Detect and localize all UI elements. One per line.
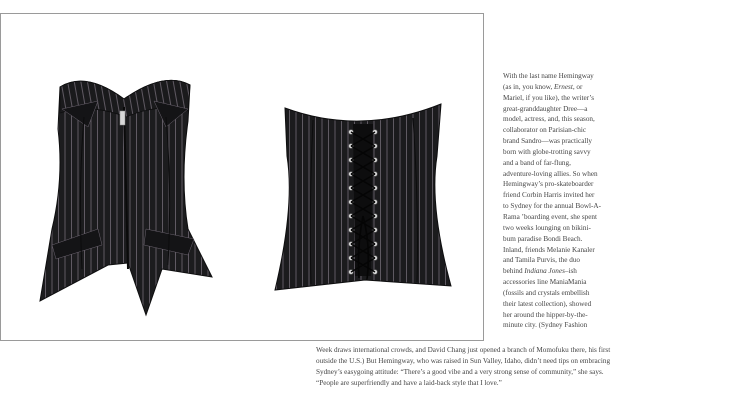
text-run: , or Mariel, if you like), the writer’s great-granddaughter Dree—a model, actress, and, this season, collaborator on Parisian-chic brand Sandro—was practically born with globe-trotting savvy and a band of far-flung, adventure-loving allies. So when Hemingway’s pro-skateboarder friend Corbin Harris invited her to Sydney for the annual Bowl-A-Rama ’boarding event, she spent two weeks lounging on bikini-bum paradise Bondi Beach. Inland, friends Melanie Kanaler and Tamila Purvis, the duo behind xyxy=(503,82,602,276)
corset-back-image xyxy=(269,96,457,294)
italic-run: Indiana Jones xyxy=(524,267,565,276)
article-paragraph-start xyxy=(503,71,601,331)
article-paragraph-continued: Week draws international crowds, and David Chang just opened a branch of Momofuku there, his first outside the U.S.) But Hemingway, who was raised in Sun Valley, Idaho, didn’t need tips on embracing Sydney’s easygoing attitude: “There’s a good vibe and a very strong sense of community,” she says. “People are superfriendly and have a laid-back style that I love.” xyxy=(316,346,611,387)
article-bottom-block xyxy=(316,345,616,388)
italic-run: Ernest xyxy=(554,82,573,91)
text-run: –ish accessories line ManiaMania (fossils and crystals embellish their latest collection), showed her around the hipper-by-the-minute city. (Sydney Fashion xyxy=(503,267,592,330)
article-side-column xyxy=(503,71,601,331)
product-photo-frame xyxy=(0,13,484,341)
corset-front-image xyxy=(38,69,214,317)
text-run: With the last name Hemingway (as in, you know, xyxy=(503,72,594,91)
